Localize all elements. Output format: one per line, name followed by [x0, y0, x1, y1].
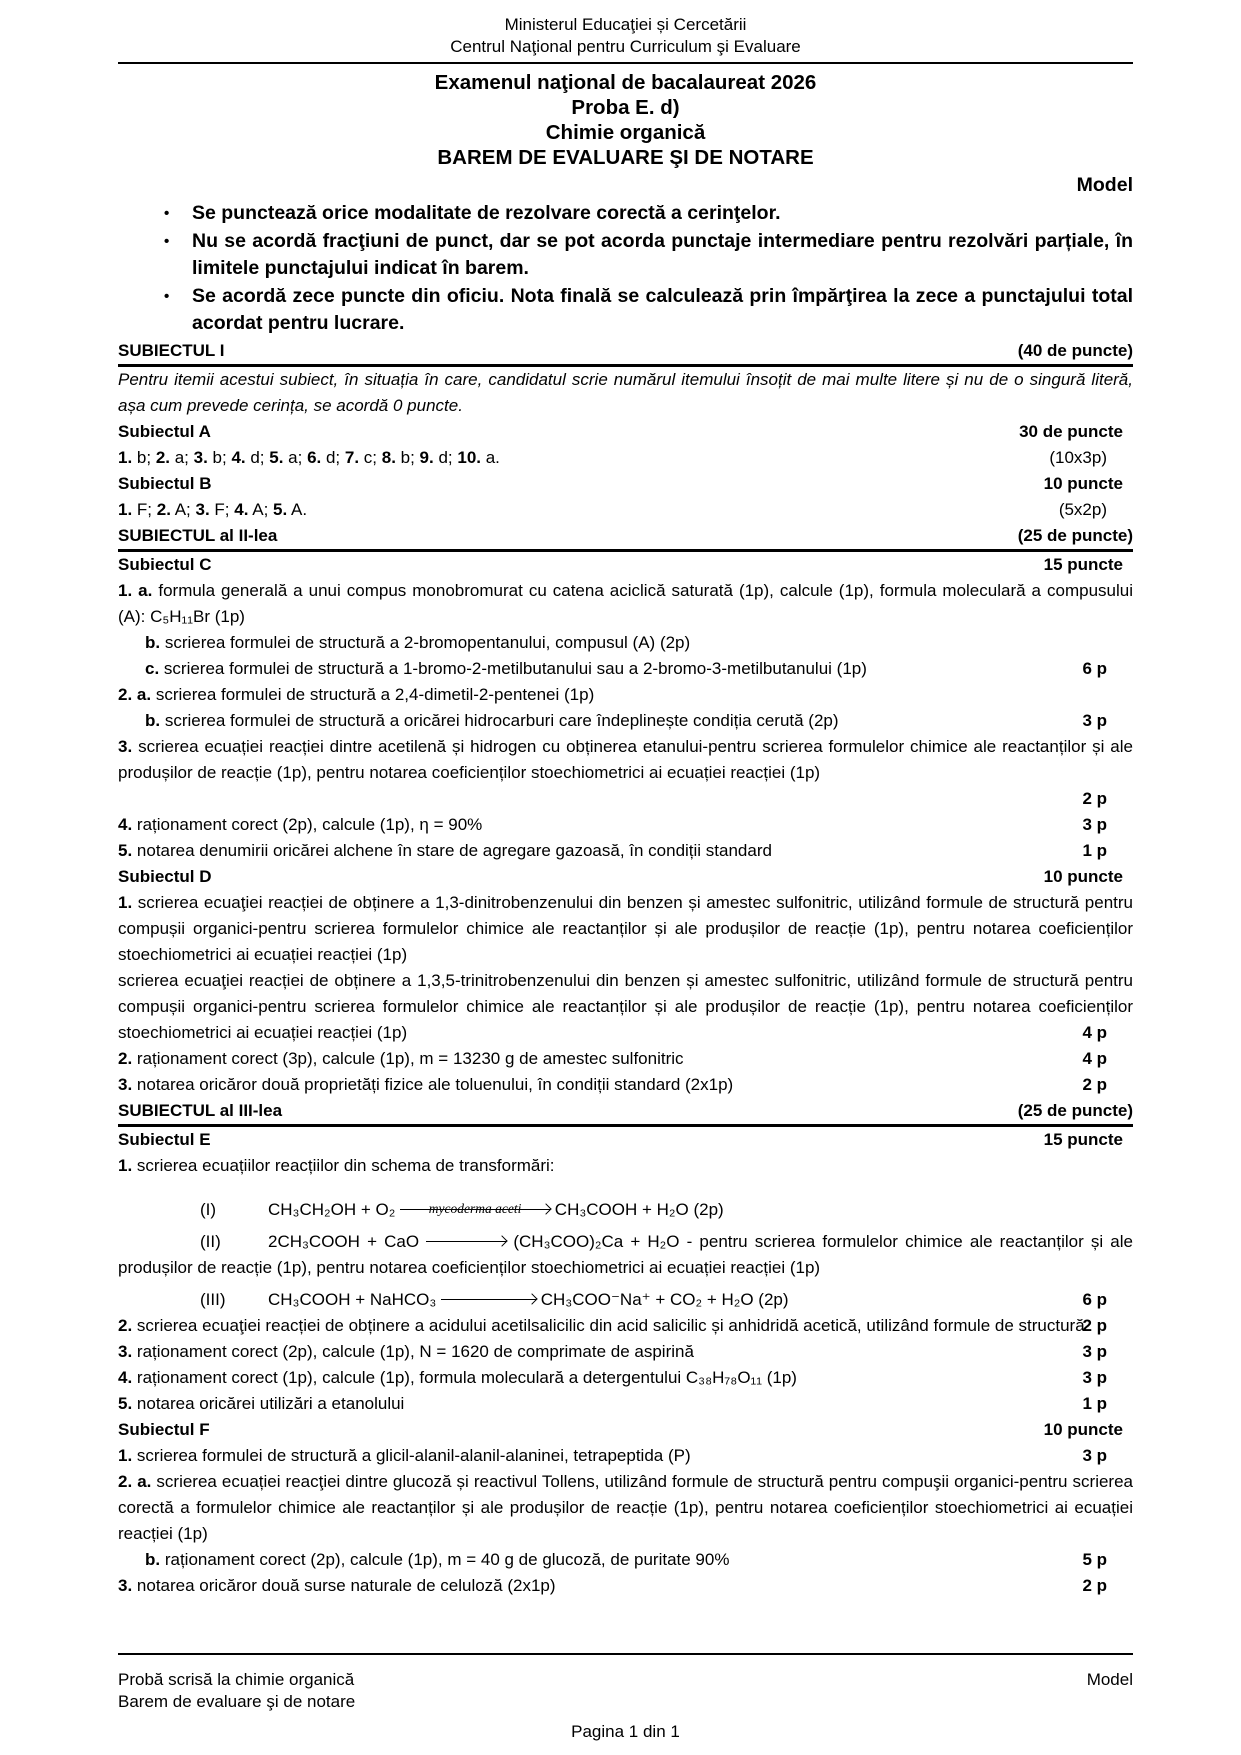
eq-row [118, 1287, 1133, 1313]
item-number: 2. [118, 1049, 133, 1068]
points-value: 6 p [1082, 659, 1107, 678]
points-value: 1 p [1082, 841, 1107, 860]
item-number: b. [145, 633, 161, 652]
bullet-row [118, 200, 1133, 227]
text-segment: scrierea ecuaţiei reacției de obținere a 1,3-dinitrobenzenului din benzen și amestec sulfonitric, utilizând formule de structură pentru compușii organici-pentru scrierea formulelor chimice ale reactanților și ale produșilor de reacție (1p), pentru notarea coeficienților stoechiometrici ai ecuației reacției (1p) [118, 893, 1133, 964]
text-segment: scrierea formulei de structură a 2-bromopentanului, compusul (A) (2p) [160, 633, 691, 652]
points-value: 10 puncte [1043, 474, 1123, 493]
item-number: 1. [118, 1156, 133, 1175]
points-value: 3 p [1082, 1368, 1107, 1387]
footer-model: Model [1086, 1670, 1133, 1689]
item-number: 2. [118, 1316, 133, 1335]
points-value: 15 puncte [1043, 1130, 1123, 1149]
text-segment: A. [287, 500, 308, 519]
answers-row [118, 445, 1133, 471]
points-value: 4 p [1082, 1023, 1107, 1042]
header-divider [118, 62, 1133, 64]
points-value: 3 p [1082, 1342, 1107, 1361]
item-number: 2. [156, 500, 171, 519]
item-row [118, 1153, 1133, 1179]
text-segment: (III) [200, 1290, 226, 1309]
text-segment: scrierea formulei de structură a glicil-alanil-alanil-alaninei, tetrapeptida (P) [132, 1446, 691, 1465]
points-value: 2 p [1082, 789, 1107, 808]
text-segment: (CH₃COO)₂Ca + H₂O - pentru scrierea formulelor chimice ale reactanților și ale produșilor de reacție (1p), pentru notarea coeficienților stoechiometrici ai ecuației reacției (1p) [118, 1232, 1133, 1277]
points-value: 4 p [1082, 1049, 1107, 1068]
bullet-icon: • [164, 288, 170, 305]
text-segment: formula generală a unui compus monobromurat cu catena aciclică saturată (1p), calcule (1p), formula moleculară a compusului (A): C₅H₁₁Br (1p) [118, 581, 1133, 626]
text-segment: CH₃COOH + H₂O (2p) [550, 1200, 724, 1219]
text-segment: F; [132, 500, 157, 519]
text-segment: raționament corect (2p), calcule (1p), N = 1620 de comprimate de aspirină [132, 1342, 694, 1361]
section-row [118, 338, 1133, 367]
item-number: 3. [118, 1576, 133, 1595]
item-number: 1. [118, 893, 133, 912]
points-value: (25 de puncte) [1017, 526, 1133, 545]
ministry-line: Ministerul Educaţiei și Cercetării [504, 15, 747, 34]
text-segment: scrierea formulei de structură a 1-bromo-2-metilbutanului sau a 2-bromo-3-metilbutanului (1p) [159, 659, 867, 678]
section-row [118, 523, 1133, 552]
section-row [118, 1098, 1133, 1127]
footer-columns [118, 1669, 1133, 1713]
text-segment: a. [481, 448, 500, 467]
item-number: 1. a. [118, 581, 153, 600]
item-number: 3. [118, 1075, 133, 1094]
reaction-arrow-icon [400, 1197, 550, 1223]
item-number: SUBIECTUL al II-lea [118, 526, 278, 545]
item-number: 5. [118, 1394, 133, 1413]
item-number: 3. [195, 500, 210, 519]
eq-row [118, 1197, 1133, 1223]
text-segment: raționament corect (1p), calcule (1p), formula moleculară a detergentului C₃₈H₇₈O₁₁ (1p) [132, 1368, 797, 1387]
text-segment: (I) [200, 1200, 217, 1219]
points-value: 3 p [1082, 1446, 1107, 1465]
text-segment: raționament corect (2p), calcule (1p), η = 90% [132, 815, 483, 834]
item-row [118, 1046, 1133, 1072]
points-value: 15 puncte [1043, 555, 1123, 574]
points-value: 10 puncte [1043, 867, 1123, 886]
item-number: Subiectul C [118, 555, 212, 574]
item-number: 3. [193, 448, 208, 467]
item-number: 10. [457, 448, 481, 467]
points-value: 30 de puncte [1019, 422, 1123, 441]
text-segment: scrierea ecuațiilor reacțiilor din schema de transformări: [132, 1156, 555, 1175]
item-number: 3. [118, 1342, 133, 1361]
item-number: 5. [273, 500, 288, 519]
item-number: 4. [118, 815, 133, 834]
item-number: 5. [118, 841, 133, 860]
text-segment: raționament corect (3p), calcule (1p), m = 13230 g de amestec sulfonitric [132, 1049, 684, 1068]
document-body [118, 172, 1133, 1599]
text-segment: a; [170, 448, 194, 467]
text-segment: scrierea formulei de structură a 2,4-dimetil-2-pentenei (1p) [151, 685, 595, 704]
points-value: (10x3p) [1049, 448, 1107, 467]
item-number: 7. [344, 448, 360, 467]
item-row [118, 812, 1133, 838]
answers-row [118, 497, 1133, 523]
item-number: Se acordă zece puncte din oficiu. Nota finală se calculează prin împărţirea la zece a punctajului total acordat pentru lucrare. [192, 285, 1133, 334]
points-value: 6 p [1082, 1290, 1107, 1309]
item-row [118, 1469, 1133, 1547]
item-number: b. [145, 1550, 161, 1569]
item-row [118, 708, 1133, 734]
exam-proba: Proba E. d) [571, 96, 680, 119]
ministry-header [118, 14, 1133, 58]
note-row [118, 367, 1133, 419]
eq-row [118, 1229, 1133, 1281]
item-number: 2. a. [118, 1472, 152, 1491]
text-segment: A; [248, 500, 274, 519]
subject-row [118, 552, 1133, 578]
item-number: c. [145, 659, 160, 678]
text-segment: b; [395, 448, 420, 467]
text-segment: scrierea ecuaţiei reacției de obținere a 1,3,5-trinitrobenzenului din benzen și amestec sulfonitric, utilizând formule de structură pentru compușii organici-pentru scrierea formulelor chimice ale reactanților și ale produșilor de reacție (1p), pentru notarea coeficienților stoechiometrici ai ecuației reacției (1p) [118, 971, 1133, 1042]
points-value: 2 p [1082, 1576, 1107, 1595]
item-row [118, 1313, 1133, 1339]
footer-barem: Barem de evaluare şi de notare [118, 1692, 356, 1711]
text-segment: scrierea ecuației reacției dintre acetilenă și hidrogen cu obținerea etanului-pentru scrierea formulelor chimice ale reactanților și ale produșilor de reacție (1p), pentru notarea coeficienților stoechiometrici ai ecuației reacției (1p) [118, 737, 1133, 782]
item-number: 6. [307, 448, 322, 467]
item-number: 9. [419, 448, 434, 467]
points-value: 10 puncte [1043, 1420, 1123, 1439]
item-number: 5. [269, 448, 284, 467]
bullet-row [118, 228, 1133, 282]
item-number: Subiectul A [118, 422, 211, 441]
points-value: 1 p [1082, 1394, 1107, 1413]
item-row [118, 838, 1133, 864]
item-row [118, 1391, 1133, 1417]
points-value: 5 p [1082, 1550, 1107, 1569]
item-number: Subiectul B [118, 474, 212, 493]
text-segment: (II) [200, 1232, 221, 1251]
subject-row [118, 864, 1133, 890]
item-number: 3. [118, 737, 133, 756]
item-row [118, 1573, 1133, 1599]
points-value: (25 de puncte) [1017, 1101, 1133, 1120]
item-row [118, 578, 1133, 630]
footer-divider [118, 1653, 1133, 1655]
text-segment: c; [359, 448, 382, 467]
points-value: (40 de puncte) [1017, 341, 1133, 360]
subject-row [118, 1127, 1133, 1153]
text-segment: scrierea ecuației reacţiei dintre glucoză și reactivul Tollens, utilizând formule de structură pentru compuşii organici-pentru scrierea corectă a formulelor chimice ale reactanților și ale produșilor de reacție (1p), pentru notarea coeficienților stoechiometrici ai ecuației reacției (1p) [118, 1472, 1133, 1543]
item-number: Se punctează orice modalitate de rezolvare corectă a cerinţelor. [192, 202, 781, 224]
exam-title: Examenul naţional de bacalaureat 2026 [434, 71, 817, 94]
text-segment: notarea oricăror două proprietăți fizice ale toluenului, în condiții standard (2x1p) [132, 1075, 734, 1094]
item-row [118, 682, 1133, 708]
text-segment: d; [321, 448, 345, 467]
item-number: Subiectul E [118, 1130, 211, 1149]
item-number: Subiectul F [118, 1420, 210, 1439]
center-line: Centrul Naţional pentru Curriculum şi Evaluare [450, 37, 801, 56]
item-number: Nu se acordă fracţiuni de punct, dar se pot acorda punctaje intermediare pentru rezolvări parțiale, în limitele punctajului indicat în barem. [192, 230, 1133, 279]
item-row [118, 1072, 1133, 1098]
item-row [118, 1365, 1133, 1391]
arrow-condition-label: mycoderma aceti [428, 1201, 522, 1216]
page-footer [118, 1653, 1133, 1743]
text-segment: scrierea formulei de structură a oricărei hidrocarburi care îndeplinește condiția cerută (2p) [160, 711, 839, 730]
text-segment: b; [207, 448, 232, 467]
bullet-row [118, 283, 1133, 337]
arrow-line [426, 1241, 506, 1242]
text-segment: Pentru itemii acestui subiect, în situația în care, candidatul scrie numărul itemului însoțit de mai multe litere și nu de o singură literă, așa cum prevede cerința, se acordă 0 puncte. [118, 370, 1133, 415]
item-number: SUBIECTUL I [118, 341, 225, 360]
bullet-icon: • [164, 233, 170, 250]
item-number: 1. [118, 1446, 133, 1465]
text-segment: notarea oricăror două surse naturale de celuloză (2x1p) [132, 1576, 556, 1595]
barem-title: BAREM DE EVALUARE ŞI DE NOTARE [437, 146, 814, 169]
text-segment: notarea denumirii oricărei alchene în stare de agregare gazoasă, în condiții standard [132, 841, 772, 860]
item-row [118, 968, 1133, 1046]
arrow-line [400, 1209, 550, 1210]
item-number: Subiectul D [118, 867, 212, 886]
text-segment: 2CH₃COOH + CaO [268, 1232, 427, 1251]
text-segment: scrierea ecuaţiei reacției de obținere a acidului acetilsalicilic din acid salicilic și anhidridă acetică, utilizând formule de structură [132, 1316, 1085, 1335]
item-row [118, 1547, 1133, 1573]
item-number: 4. [234, 500, 249, 519]
page-number: Pagina 1 din 1 [571, 1722, 680, 1741]
footer-left [118, 1669, 355, 1713]
points-value: 3 p [1082, 711, 1107, 730]
item-number: 4. [231, 448, 246, 467]
item-row [118, 630, 1133, 656]
text-segment: d; [245, 448, 270, 467]
subject-row [118, 471, 1133, 497]
text-segment: CH₃CH₂OH + O₂ [268, 1200, 401, 1219]
text-segment: F; [209, 500, 235, 519]
item-row [118, 656, 1133, 682]
item-number: 8. [381, 448, 396, 467]
item-number: 1. [118, 500, 133, 519]
item-row [118, 890, 1133, 968]
subject-row [118, 419, 1133, 445]
exam-discipline: Chimie organică [545, 121, 706, 144]
title-block [118, 70, 1133, 170]
item-row [118, 1339, 1133, 1365]
item-row [118, 1443, 1133, 1469]
points-value: 3 p [1082, 815, 1107, 834]
item-number: 4. [118, 1368, 133, 1387]
text-segment: b; [132, 448, 156, 467]
item-row [118, 734, 1133, 786]
item-number: 1. [118, 448, 133, 467]
bullet-icon: • [164, 205, 170, 222]
text-segment: raționament corect (2p), calcule (1p), m = 40 g de glucoză, de puritate 90% [160, 1550, 730, 1569]
footer-proba: Probă scrisă la chimie organică [118, 1670, 355, 1689]
reaction-arrow-icon [441, 1287, 536, 1313]
points-value: (5x2p) [1058, 500, 1107, 519]
item-row [118, 786, 1133, 812]
text-segment: notarea oricărei utilizări a etanolului [132, 1394, 405, 1413]
item-number: 2. a. [118, 685, 152, 704]
points-value: 2 p [1082, 1075, 1107, 1094]
text-segment: a; [283, 448, 308, 467]
item-number: 2. [155, 448, 170, 467]
item-number: SUBIECTUL al III-lea [118, 1101, 283, 1120]
points-value: 2 p [1082, 1316, 1107, 1335]
subject-row [118, 1417, 1133, 1443]
text-segment: CH₃COO⁻Na⁺ + CO₂ + H₂O (2p) [536, 1290, 789, 1309]
item-number: b. [145, 711, 161, 730]
text-segment: A; [170, 500, 196, 519]
text-segment: CH₃COOH + NaHCO₃ [268, 1290, 442, 1309]
arrow-line [441, 1299, 536, 1300]
text-segment: d; [433, 448, 458, 467]
reaction-arrow-icon [426, 1229, 506, 1255]
model-row [118, 172, 1133, 198]
item-number: Model [1076, 174, 1133, 196]
